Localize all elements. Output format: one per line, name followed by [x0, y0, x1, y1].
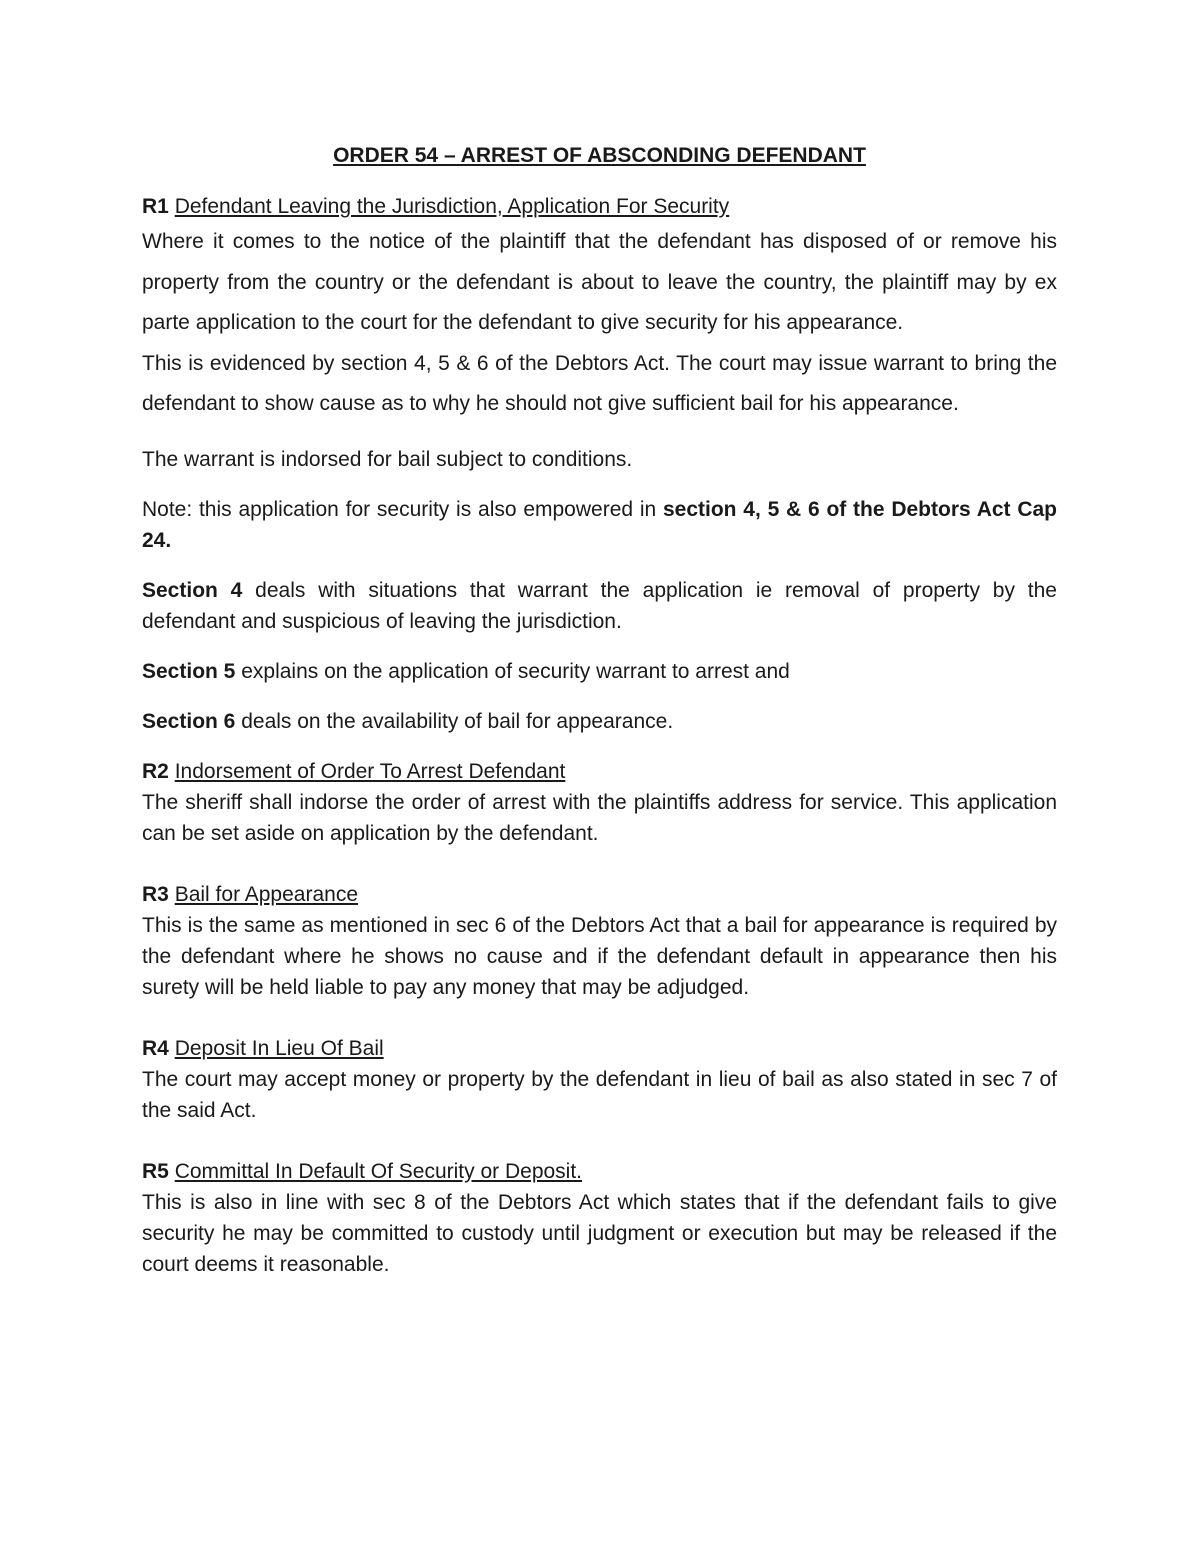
- r2-body: The sheriff shall indorse the order of arrest with the plaintiffs address for service. This application can be set aside on application by the defendant.: [142, 790, 1057, 845]
- r1-section-5: [142, 656, 1057, 687]
- section-4-label: Section 4: [142, 578, 243, 602]
- r1-paragraph-2: This is evidenced by section 4, 5 & 6 of the Debtors Act. The court may issue warrant to bring the defendant to show cause as to why he should not give sufficient bail for his appearance.: [142, 351, 1057, 415]
- section-4-text: deals with situations that warrant the application ie removal of property by the defendant and suspicious of leaving the jurisdiction.: [142, 578, 1057, 633]
- r1-paragraph-3: The warrant is indorsed for bail subject to conditions.: [142, 447, 633, 471]
- r4-body: The court may accept money or property by the defendant in lieu of bail as also stated in sec 7 of the said Act.: [142, 1067, 1057, 1122]
- rule-label-r3: R3: [142, 882, 169, 906]
- r1-note-bold: section 4, 5 & 6 of the Debtors Act Cap 24.: [142, 497, 1057, 552]
- rule-title-r2: Indorsement of Order To Arrest Defendant: [174, 759, 566, 783]
- document-title: ORDER 54 – ARREST OF ABSCONDING DEFENDANT: [333, 144, 866, 167]
- document-page: [142, 142, 1057, 1280]
- r1-section-6: [142, 706, 1057, 737]
- rule-label-r4: R4: [142, 1036, 169, 1060]
- section-5-label: Section 5: [142, 659, 236, 683]
- r1-note-text: Note: this application for security is also empowered in: [142, 497, 663, 521]
- r1-note: [142, 494, 1057, 556]
- r1-section-4: [142, 575, 1057, 637]
- rule-title-r5: Committal In Default Of Security or Deposit.: [174, 1159, 583, 1183]
- rule-heading-r3: [142, 879, 1057, 910]
- rule-label-r5: R5: [142, 1159, 169, 1183]
- rule-title-r1: Defendant Leaving the Jurisdiction, Application For Security: [174, 195, 730, 218]
- r1-paragraph-1: Where it comes to the notice of the plaintiff that the defendant has disposed of or remove his property from the country or the defendant is about to leave the country, the plaintiff may by ex parte application to the court for the defendant to give security for his appearance.: [142, 230, 1057, 334]
- r5-body: This is also in line with sec 8 of the Debtors Act which states that if the defendant fails to give security he may be committed to custody until judgment or execution but may be released if the court deems it reasonable.: [142, 1190, 1057, 1276]
- section-6-label: Section 6: [142, 709, 236, 733]
- section-6-text: deals on the availability of bail for appearance.: [235, 709, 674, 733]
- rule-heading-r2: [142, 756, 1057, 787]
- rule-heading-r5: [142, 1156, 1057, 1187]
- rule-label-r2: R2: [142, 759, 169, 783]
- rule-label-r1: R1: [142, 195, 169, 218]
- rule-title-r4: Deposit In Lieu Of Bail: [174, 1036, 384, 1060]
- rule-heading-r1: [142, 191, 1057, 222]
- rule-heading-r4: [142, 1033, 1057, 1064]
- r3-body: This is the same as mentioned in sec 6 of the Debtors Act that a bail for appearance is required by the defendant where he shows no cause and if the defendant default in appearance then his surety will be held liable to pay any money that may be adjudged.: [142, 913, 1057, 999]
- rule-title-r3: Bail for Appearance: [174, 882, 358, 906]
- section-5-text: explains on the application of security warrant to arrest and: [235, 659, 790, 683]
